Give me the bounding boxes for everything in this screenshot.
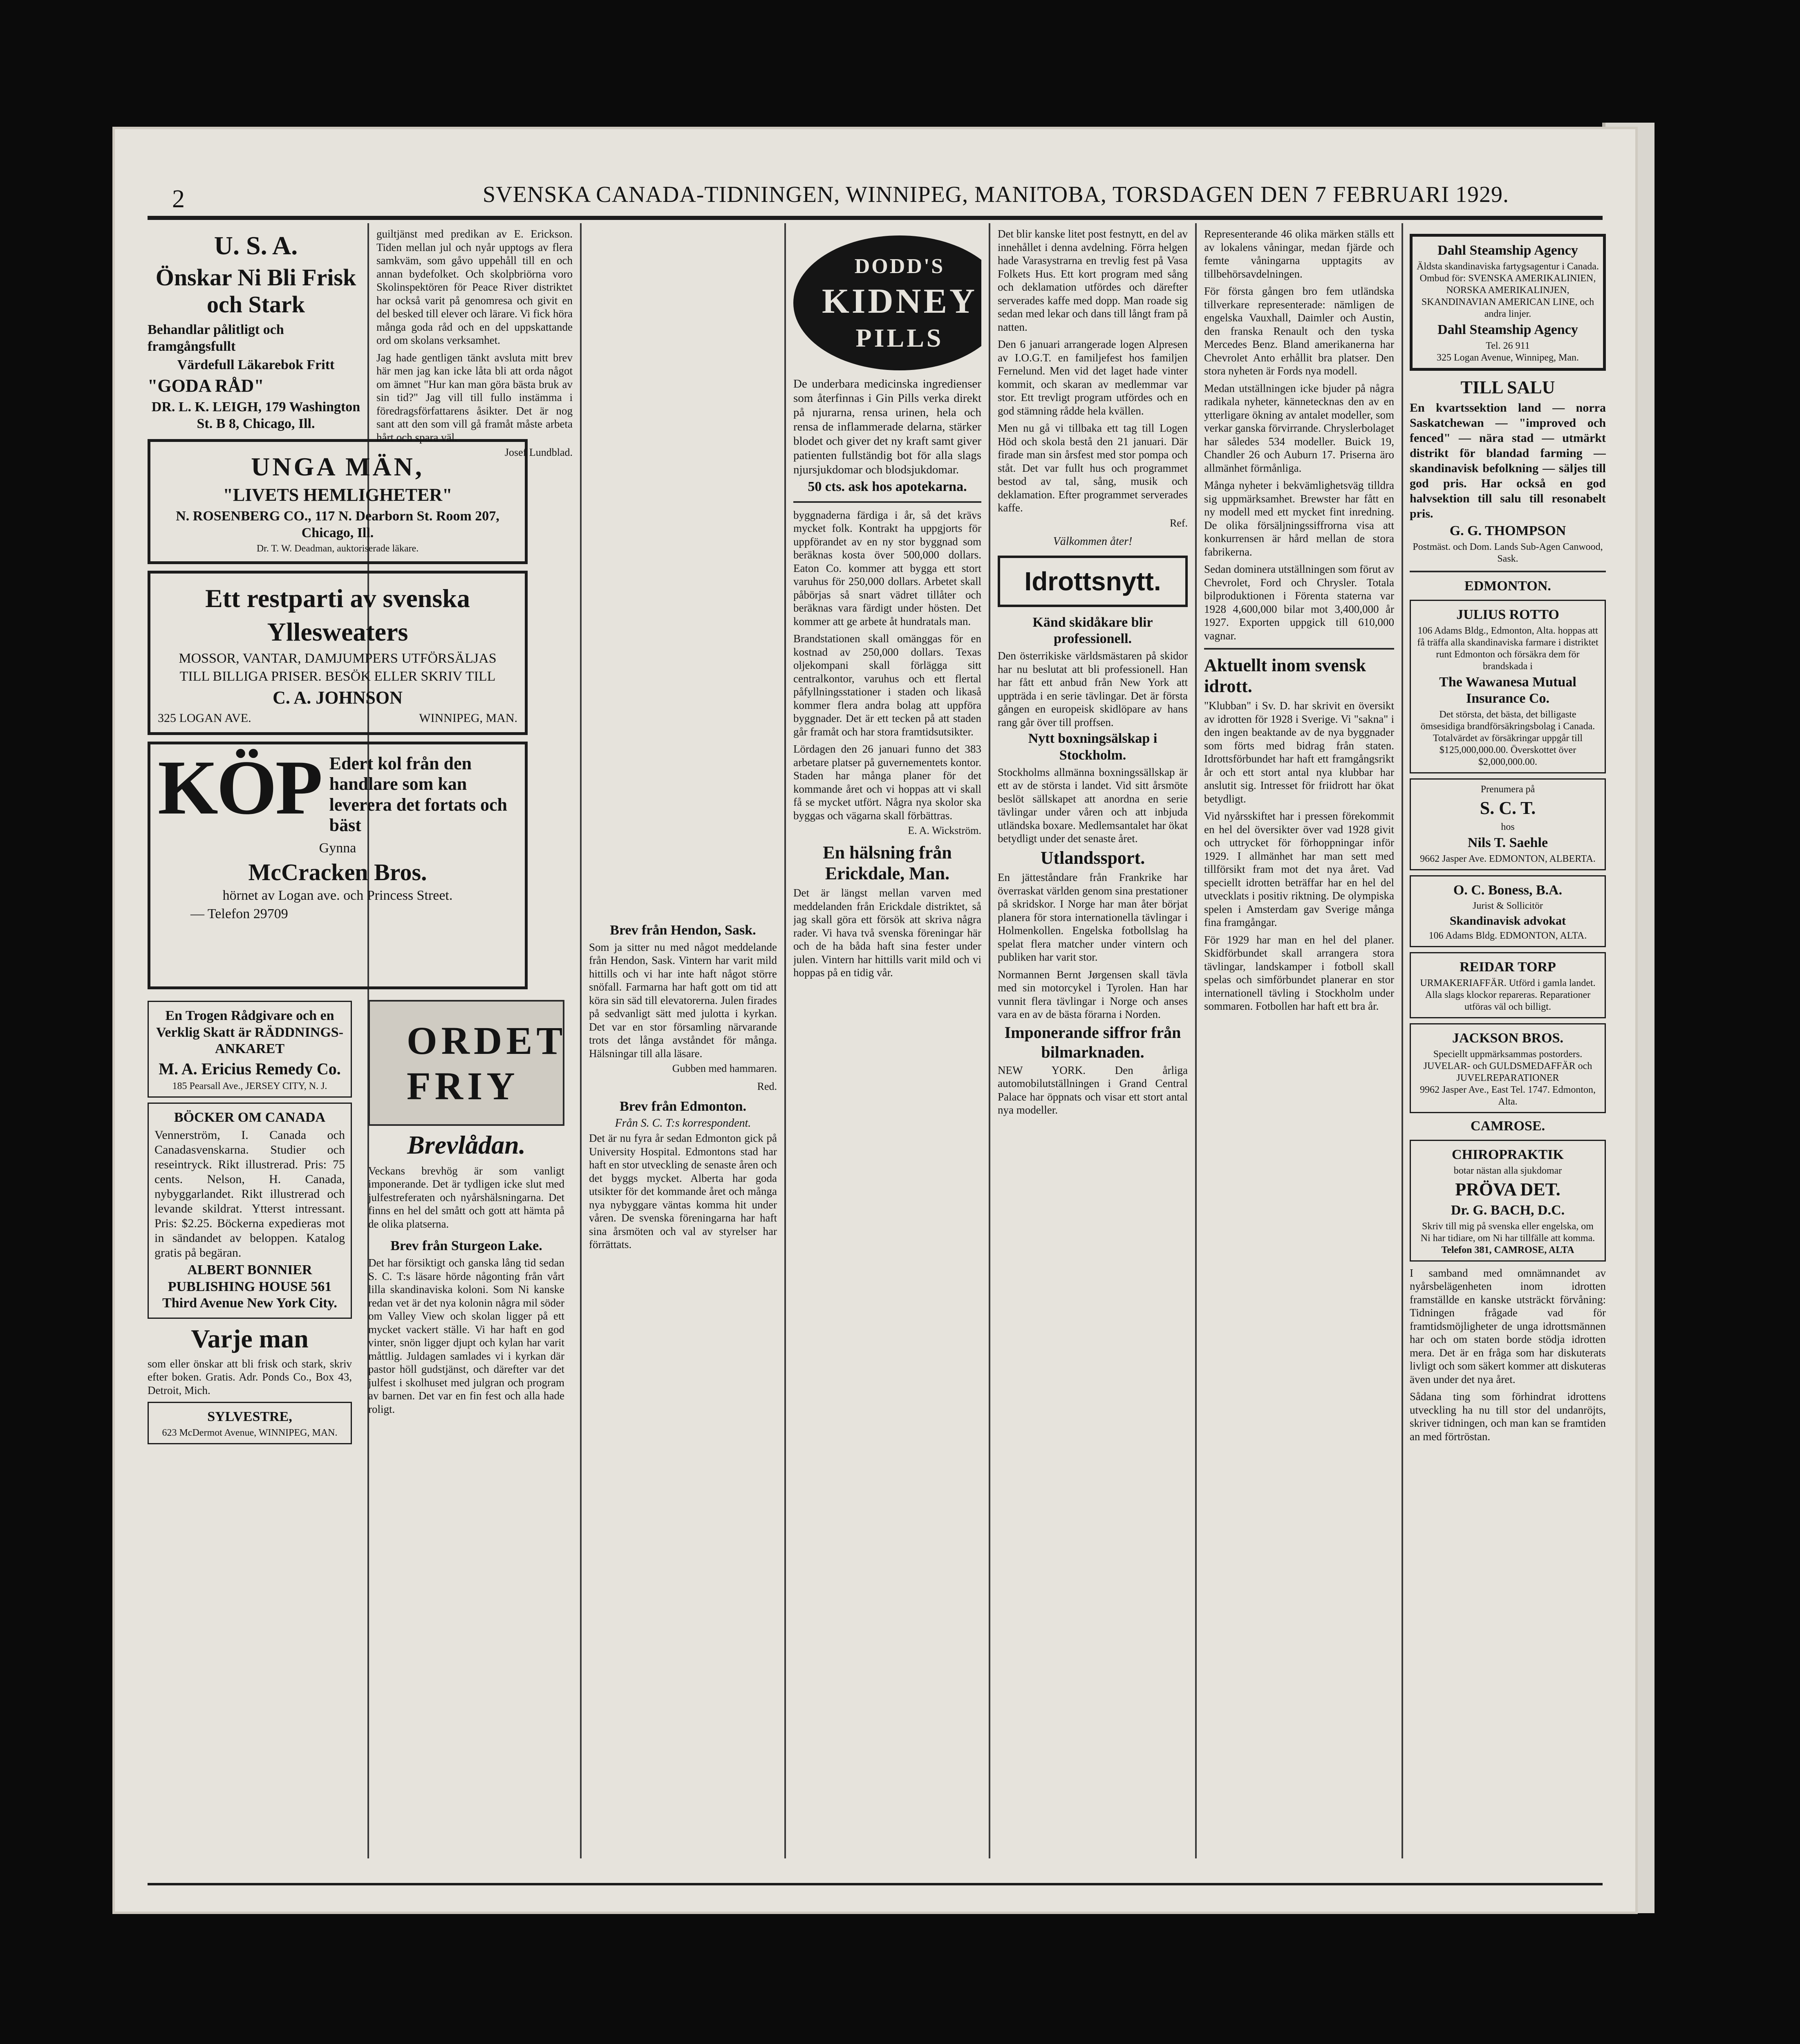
masthead-rule xyxy=(148,216,1603,220)
aktuellt-text-3: För 1929 har man en hel del planer. Skidförbundet skall arrangera stora tävlingar, landskamper i fotboll skall spelas och simförbundet planerar en stor internationell tävling i Stockholm under sommaren. Fotbollen har haft ett bra år. xyxy=(1204,933,1394,1013)
hendon-text: Som ja sitter nu med något meddelande från Hendon, Sask. Vintern har varit mild hittills och vi har inte haft något större snöfall. Farmarna har haft gott om tid att köra sin säd till elevatorerna. Julen firades på sedvanligt sätt med julotta i kyrkan. Det var en stor församling närvarande trots det långa avståndet för många. Hälsningar till alla läsare. xyxy=(589,941,777,1060)
pills-text: De underbara medicinska ingredienser som återfinnas i Gin Pills verka direkt på njurarna, rensa urinen, hela och rensa de inflammerade delarna, stärker blodet och giver det ny kraft samt giver patienten fullständig bot för alla slags njursjukdomar och blodsjukdomar. xyxy=(793,377,981,476)
chiro-prova: PRÖVA DET. xyxy=(1455,1179,1560,1199)
tillsalu-text: En kvartssektion land — norra Saskatchewan — "improved och fenced" — nära stad — utmärkt distrikt för blandad farming — skandinavisk befolkning — säljes till god pris. Har också en god halvsektion till salu till resonabelt pris. xyxy=(1410,401,1606,521)
sct-line: Prenumera på xyxy=(1480,784,1535,795)
column-ads-right xyxy=(1410,227,1606,1854)
col2-text-2: Jag hade gentligen tänkt avsluta mitt brev här men jag kan icke låta bli att orda något om ämnet "Hur kan man göra bästa bruk av sin tid?" Jag vill till fullo instämma i föredragsförfattarens åsikter. Det är nog sant att den som vill gå framåt måste arbeta hårt och spara väl. xyxy=(376,351,573,444)
col3-text-3: Lördagen den 26 januari funno det 383 arbetare platser på guvernementets kontor. Staden har många planer för det kommande året och vi hoppas att vi skall få se mycket utfört. Några nya skolor ska byggas och vägarna skall förbättras. xyxy=(793,743,981,822)
edmonton-letter-title: Brev från Edmonton. xyxy=(619,1099,747,1114)
aktuellt-text-1: "Klubban" i Sv. D. har skrivit en översikt av idrotten för 1928 i Sverige. Vi "sakna" i den ingen beaktande av de nya byggnader som förts med bidrag från staten. Idrottsförbundet har haft ett framgångsrikt år och ett stort antal nya klubbar har anslutit sig. Intresset för friidrott har ökat betydligt. xyxy=(1204,699,1394,805)
dodds-pills-logo xyxy=(793,235,981,370)
col2-text-1: guiltjänst med predikan av E. Erickson. Tiden mellan jul och nyår upptogs av flera samkväm, som gåvo uppehåll till en och annan bydefolket. Och skolpbriörna voro Skolinspektören för Peace River distriktet har också varit på genomresa och givit en del besked till elever och lärare. Vi fick höra många goda råd och en del uppskattande ord om skolans verksamhet. xyxy=(376,228,573,346)
sylvestre-ad xyxy=(148,1402,352,1444)
idrott-sub: Känd skidåkare blir professionell. xyxy=(1032,614,1153,647)
chiro-sub: botar nästan alla sjukdomar xyxy=(1453,1165,1562,1176)
trogen-title: En Trogen Rådgivare och en Verklig Skatt är RÄDDNINGS-ANKARET xyxy=(156,1008,344,1057)
sturgeon-title: Brev från Sturgeon Lake. xyxy=(390,1238,542,1254)
rotto-text: 106 Adams Bldg., Edmonton, Alta. hoppas att få träffa alla skandinaviska farmare i distriktet runt Edmonton och försäkra dem för brandskada i xyxy=(1417,625,1599,672)
bocker-title: BÖCKER OM CANADA xyxy=(174,1110,326,1125)
page-number: 2 xyxy=(172,185,185,213)
varje-title: Varje man xyxy=(191,1324,309,1354)
divider xyxy=(793,501,981,503)
usa-heading: U. S. A. xyxy=(214,231,298,260)
tillsalu-address: Postmäst. och Dom. Lands Sub-Agen Canwood, Sask. xyxy=(1413,541,1603,564)
erickdale-title: En hälsning från Erickdale, Man. xyxy=(823,843,952,883)
valkommen: Välkommen åter! xyxy=(1053,535,1133,548)
ylle-title-2: Yllesweaters xyxy=(267,617,408,646)
chiro-title: CHIROPRAKTIK xyxy=(1452,1147,1564,1162)
unga-title: UNGA MÄN, xyxy=(251,452,424,481)
unga-address: N. ROSENBERG CO., 117 N. Dearborn St. Room 207, Chicago, Ill. xyxy=(176,508,499,540)
bocker-publisher: ALBERT BONNIER PUBLISHING HOUSE 561 Third Avenue New York City. xyxy=(162,1262,337,1311)
edmonton-letter-text: Det är nu fyra år sedan Edmonton gick på University Hospital. Edmontons stad har haft en stor utveckling de senaste åren och det byggs mycket. Alberta har goda utsikter för det kommande året och många nya nybyggare väntas komma hit under våren. De svenska föreningarna har haft sina årsmöten och val av styrelser har förrättats. xyxy=(589,1132,777,1251)
boness-ad xyxy=(1410,875,1606,948)
column-6 xyxy=(1204,227,1394,1854)
ordet-title: ORDET FRIY xyxy=(407,1018,566,1108)
utlandsport-text: En jätteståndare från Frankrike har överraskat världen genom sina prestationer på skridskor. I Norge har man åter börjat planera för stora internationella tävlingar i Holmenkollen. Engelska fotbollslag ha spelat flera matcher under vintern och publiken har varit stor. xyxy=(998,871,1188,964)
unga-doctor: Dr. T. W. Deadman, auktoriserade läkare. xyxy=(256,543,419,554)
bottom-rule xyxy=(148,1883,1603,1885)
sct-ad xyxy=(1410,778,1606,870)
sylvestre-address: 623 McDermot Avenue, WINNIPEG, MAN. xyxy=(162,1428,338,1439)
aktuellt-title: Aktuellt inom svensk idrott. xyxy=(1204,655,1366,696)
kop-address: hörnet av Logan ave. och Princess Street. xyxy=(222,888,453,903)
tillsalu-name: G. G. THOMPSON xyxy=(1449,523,1566,539)
idrott-text: Den österrikiske världsmästaren på skidor har nu beslutat att bli professionell. Han har fått ett anbud från New York att uppträda i en serie tävlingar. Det är första gången en europeisk skidlöpare av hans rang går över till proffsen. xyxy=(998,650,1188,728)
camrose-heading: CAMROSE. xyxy=(1470,1118,1545,1134)
column-2 xyxy=(376,227,573,1127)
col4-text-2: Den 6 januari arrangerade logen Alpresen av I.O.G.T. en familjefest hos familjen Fernelund. Men vid det laget hade vinter kommit, och skaran av medlemmar var stor. Ett trevligt program utfördes och en god stämning rådde hela kvällen. xyxy=(998,338,1188,417)
col5-text-5: Sedan dominera utställningen som förut av Chevrolet, Ford och Chrysler. Totala bilproduktionen i Förenta staterna var 1928 4,600,000 bilar mot 3,400,000 år 1927. Exporten uppgick till 610,000 vagnar. xyxy=(1204,563,1394,642)
torp-name: REIDAR TORP xyxy=(1460,959,1556,975)
divider xyxy=(1410,571,1606,572)
trogen-address: 185 Pearsall Ave., JERSEY CITY, N. J. xyxy=(172,1081,327,1092)
column-divider xyxy=(580,223,582,1858)
unga-book: "LIVETS HEMLIGHETER" xyxy=(223,485,452,505)
boness-address: 106 Adams Bldg. EDMONTON, ALTA. xyxy=(1428,930,1587,941)
divider xyxy=(1204,648,1394,650)
dahl-ad xyxy=(1410,234,1606,371)
signature: Gubben med hammaren. xyxy=(672,1062,777,1075)
dahl-address: 325 Logan Avenue, Winnipeg, Man. xyxy=(1436,352,1579,363)
frisk-goda: "GODA RÅD" xyxy=(148,376,264,396)
torp-text: URMAKERIAFFÄR. Utförd i gamla landet. Alla slags klockor repareras. Reparationer utföras väl och billigt. xyxy=(1420,978,1596,1013)
saehle-name: Nils T. Saehle xyxy=(1467,835,1548,850)
import-text: NEW YORK. Den årliga automobilutställningen i Grand Central Palace har öppnats och visar ett stort antal nya modeller. xyxy=(998,1064,1188,1116)
chiro-name: Dr. G. BACH, D.C. xyxy=(1451,1203,1565,1218)
dodd-line-2: KIDNEY xyxy=(822,281,978,320)
frisk-book: Värdefull Läkarebok Fritt xyxy=(177,357,335,372)
edmonton-heading: EDMONTON. xyxy=(1464,578,1551,594)
varje-text: som eller önskar att bli frisk och stark, skriv efter boken. Gratis. Adr. Ponds Co., Box 43, Detroit, Mich. xyxy=(148,1357,352,1396)
kop-big: KÖP xyxy=(158,744,321,831)
aktuellt-text-4: I samband med omnämnandet av nyårsbelägenheten inom idrotten framställde en kanske utsträckt förvåning: Tidningen frågade vad för framtidsmöjligheter de unga idrottsmännen har och om staten borde stödja idrotten mera. Det är en fråga som har diskuterats livligt och som säkert kommer att diskuteras även under det nya året. xyxy=(1410,1266,1606,1385)
trogen-company: M. A. Ericius Remedy Co. xyxy=(159,1060,341,1078)
motor-text: Normannen Bernt Jørgensen skall tävla med sin motorcykel i Tyrolen. Han har vunnit flera tävlingar i Norge och anses vara en av de bästa förarna i Norden. xyxy=(998,968,1188,1021)
dahl-sub: Äldsta skandinaviska fartygsagentur i Canada. Ombud för: SVENSKA AMERIKALINIEN, NORSKA AMERIKALINJEN, SKANDINAVIAN AMERICAN LINE, och andra linjer. xyxy=(1417,261,1599,319)
brevladan-text: Veckans brevhög är som vanligt imponerande. Det är tydligen icke slut med julfestreferaten och nyårshälsningarna. Det finns en hel del smått och gott att hämta på de olika platserna. xyxy=(368,1164,564,1230)
col5-text-4: Många nyheter i bekvämlighetsväg tilldra sig uppmärksamhet. Brewster har fått en ny modell med ett mycket fint inredning. De olika försäljningssiffrorna visa att konkurrensen är hård mellan de stora fabrikerna. xyxy=(1204,479,1394,558)
hendon-title: Brev från Hendon, Sask. xyxy=(610,923,756,938)
jackson-ad xyxy=(1410,1023,1606,1113)
signature: E. A. Wickström. xyxy=(908,825,981,837)
ylle-city: WINNIPEG, MAN. xyxy=(419,711,517,725)
column-divider xyxy=(989,223,990,1858)
col5-text-3: Medan utställningen icke bjuder på några radikala nyheter, kännetecknas den av en ytterligare ökning av antalet modeller, som verkar ganska förvirrande. Chryslerbolaget har således 534 modeller. Buick 19, Chandler 26 och Auburn 17. Priserna äro allmänhet förmånliga. xyxy=(1204,382,1394,474)
kop-name: McCracken Bros. xyxy=(248,858,427,885)
saehle-address: 9662 Jasper Ave. EDMONTON, ALBERTA. xyxy=(1420,853,1596,864)
boxning-title: Nytt boxningsälskap i Stockholm. xyxy=(1028,731,1157,763)
ylle-line-2: TILL BILLIGA PRISER. BESÖK ELLER SKRIV TILL xyxy=(179,669,496,684)
tillsalu-title: TILL SALU xyxy=(1460,377,1555,397)
ylle-address: 325 LOGAN AVE. xyxy=(158,711,251,725)
sturgeon-text: Det har försiktigt och ganska lång tid sedan S. C. T:s läsare hörde någonting från vårt lilla skandinaviska koloni. Som Ni kanske redan vet är det nya kolonin några mil söder om Valley View och skolan ligger på ett mycket vackert ställe. Vi har haft en god vinter, snön ligger djupt och kylan har varit måttlig. Juldagen samlades vi i kyrkan där pastor höll gudstjänst, och därefter var det julfest i skolhuset med julgran och program av barnen. Det var en fin fest och alla hade roligt. xyxy=(368,1257,564,1415)
boness-title: Jurist & Sollicitör xyxy=(1472,901,1543,912)
boxning-text: Stockholms allmänna boxningssällskap är ett av de största i landet. Vid sitt årsmöte beslöt sällskapet att anordna en serie tävlingar under våren och att inbjuda utländska boxare. Medlemsantalet har ökat betydligt under det senaste året. xyxy=(998,766,1188,845)
column-5 xyxy=(998,227,1188,1854)
pills-price: 50 cts. ask hos apotekarna. xyxy=(808,479,967,494)
brevladan-title: Brevlådan. xyxy=(407,1130,526,1159)
trogen-ad xyxy=(148,1001,352,1098)
ylle-line-1: MOSSOR, VANTAR, DAMJUMPERS UTFÖRSÄLJAS xyxy=(179,650,497,666)
boness-sub: Skandinavisk advokat xyxy=(1449,914,1566,928)
aktuellt-text-5: Sådana ting som förhindrat idrottens utveckling ha nu till stor del undanröjts, skriver tidningen, och man kan se framtiden an med förtröstan. xyxy=(1410,1390,1606,1443)
dahl-name: Dahl Steamship Agency xyxy=(1437,322,1578,337)
dodd-line-3: PILLS xyxy=(855,323,944,352)
dahl-phone: Tel. 26 911 xyxy=(1486,340,1530,351)
ylle-name: C. A. JOHNSON xyxy=(273,688,403,708)
torp-ad xyxy=(1410,952,1606,1018)
frisk-address: DR. L. K. LEIGH, 179 Washington St. B 8, Chicago, Ill. xyxy=(151,399,360,431)
sylvestre-name: SYLVESTRE, xyxy=(207,1409,292,1425)
chiro-phone: Telefon 381, CAMROSE, ALTA xyxy=(1441,1244,1574,1255)
frisk-line: Behandlar pålitligt och framgångsfullt xyxy=(148,322,284,354)
ylle-title-1: Ett restparti av svenska xyxy=(205,584,470,613)
sct-hos: hos xyxy=(1501,821,1515,832)
column-4 xyxy=(793,227,981,1854)
col4-text-1: Det blir kanske litet post festnytt, en del av innehållet i denna avdelning. Förra helgen hade Varasystrarna en trevlig fest på Vasa Folkets Hus. Ett kort program med sång och deklamation utfördes och därefter serverades kaffe med dopp. Man roade sig sedan med lekar och dans till långt fram på natten. xyxy=(998,228,1188,333)
idrottsnytt-title: Idrottsnytt. xyxy=(998,556,1188,607)
col5-text-2: För första gången bro fem utländska tillverkare representerade: nämligen de engelska Vauxhall, Daimler och Austin, den franska Renault och den tyska Mercedes Benz. Bland amerikanerna har Chevrolet Anto erhållit bra platser. Den stora nyheten är Fords nya modell. xyxy=(1204,285,1394,377)
aktuellt-text-2: Vid nyårsskiftet har i pressen förekommit en hel del översikter över vad 1928 givit och uttrycket för förhoppningar inför 1929. I allmänhet har man sett med tillförsikt fram mot det nya året. Vad speciellt idrotten beträffar har en hel del utvecklats i positiv riktning. De olympiska spelen i Amsterdam gav Sverige många fina framgångar. xyxy=(1204,810,1394,929)
rotto-name: JULIUS ROTTO xyxy=(1456,607,1559,622)
jackson-name: JACKSON BROS. xyxy=(1452,1031,1564,1046)
wawanesa-text: Det största, det bästa, det billigaste ömsesidiga brandförsäkringsbolag i Canada. Totalvärdet av försäkringar uppgår till $125,000,000.00. Överskottet över $2,000,000.00. xyxy=(1420,709,1595,768)
col3-text-1: byggnaderna färdiga i år, så det krävs mycket folk. Kontrakt ha uppgjorts för uppförandet av en ny stor byggnad som beräknas kosta över 500,000 dollars. Eaton Co. kommer att bygga ett stort varuhus för 250,000 dollars. Arbetet skall påbörjas så snart vädret tillåter och beräknas vara färdigt under hösten. Det kommer att ge arbete åt hundratals man. xyxy=(793,509,981,628)
col4-text-3: Men nu gå vi tillbaka ett tag till Logen Höd och skola bestå den 21 januari. Där firade man sin årsfest med stor pompa och ståt. Det var fullt hus och programmet bestod av tal, sång, musik och deklamation. Efter programmet serverades kaffe. xyxy=(998,422,1188,514)
kop-phone: — Telefon 29709 xyxy=(190,906,288,921)
dahl-title: Dahl Steamship Agency xyxy=(1437,243,1578,258)
column-3 xyxy=(589,227,777,1854)
dodd-line-1: DODD'S xyxy=(854,255,945,278)
column-divider xyxy=(784,223,786,1858)
utlandsport-title: Utlandssport. xyxy=(1040,847,1145,868)
signature: Red. xyxy=(757,1080,777,1093)
edmonton-letter-sub: Från S. C. T:s korrespondent. xyxy=(615,1117,751,1130)
bocker-ad xyxy=(148,1103,352,1319)
bocker-text: Vennerström, I. Canada och Canadasvenskarna. Studier och reseintryck. Rikt illustrerad. Pris: 75 cents. Nelson, H. Canada, nybyggarlandet. Rikt illustrerad och levande skildrat. Ytterst intressant. Pris: $2.25. Böckerna expedieras mot in sändandet av beloppen. Katalog gratis på begäran. xyxy=(154,1128,345,1260)
rotto-ad xyxy=(1410,600,1606,773)
import-title: Imponerande siffror från bilmarknaden. xyxy=(1004,1023,1181,1061)
col5-text-1: Representerande 46 olika märken ställs ett av lokalens våningar, medan fjärde och femte våningarna upptagits av tillbehörsavdelningen. xyxy=(1204,228,1394,280)
column-divider xyxy=(1401,223,1403,1858)
frisk-headline: Önskar Ni Bli Frisk och Stark xyxy=(155,264,356,318)
masthead: SVENSKA CANADA-TIDNINGEN, WINNIPEG, MANITOBA, TORSDAGEN DEN 7 FEBRUARI 1929. xyxy=(483,182,1509,207)
col3-text-2: Brandstationen skall omänggas för en kostnad av 250,000 dollars. Texas oljekompani skall förlägga sitt centralkontor, varuhus och ett flertal påfyllningsstationer i staden och likaså kommer flera andra bolag att uppföra byggnader. Det är ett tecken på att staden går framåt och har stora framtidsutsikter. xyxy=(793,632,981,738)
wawanesa-name: The Wawanesa Mutual Insurance Co. xyxy=(1439,674,1576,706)
erickdale-text: Det är längst mellan varven med meddelanden från Erickdale distriktet, så jag skall göra ett försök att skriva några rader. Vi hava två svenska föreningar här och de ha båda haft sina fester under julen. Vintern har hittills varit mild och vi hoppas på en tidig vår. xyxy=(793,887,981,979)
boness-name: O. C. Boness, B.A. xyxy=(1453,882,1563,898)
kop-text: Edert kol från den handlare som kan leverera det fortats och bäst xyxy=(329,753,507,836)
column-divider xyxy=(1195,223,1197,1858)
jackson-address: 9962 Jasper Ave., East Tel. 1747. Edmonton, Alta. xyxy=(1419,1084,1596,1107)
signature: Ref. xyxy=(1169,517,1188,529)
newspaper-page xyxy=(112,127,1638,1914)
kop-gynna: Gynna xyxy=(319,840,356,856)
signature: Josef Lundblad. xyxy=(504,446,573,458)
chiro-text: Skriv till mig på svenska eller engelska, om Ni har tidiare, om Ni har tillfälle att komma. xyxy=(1420,1221,1595,1244)
jackson-text: Speciellt uppmärksammas postorders. JUVELAR- och GULDSMEDAFFÄR och JUVELREPARATIONER xyxy=(1423,1049,1592,1083)
sct-title: S. C. T. xyxy=(1480,798,1536,818)
chiro-ad xyxy=(1410,1140,1606,1262)
